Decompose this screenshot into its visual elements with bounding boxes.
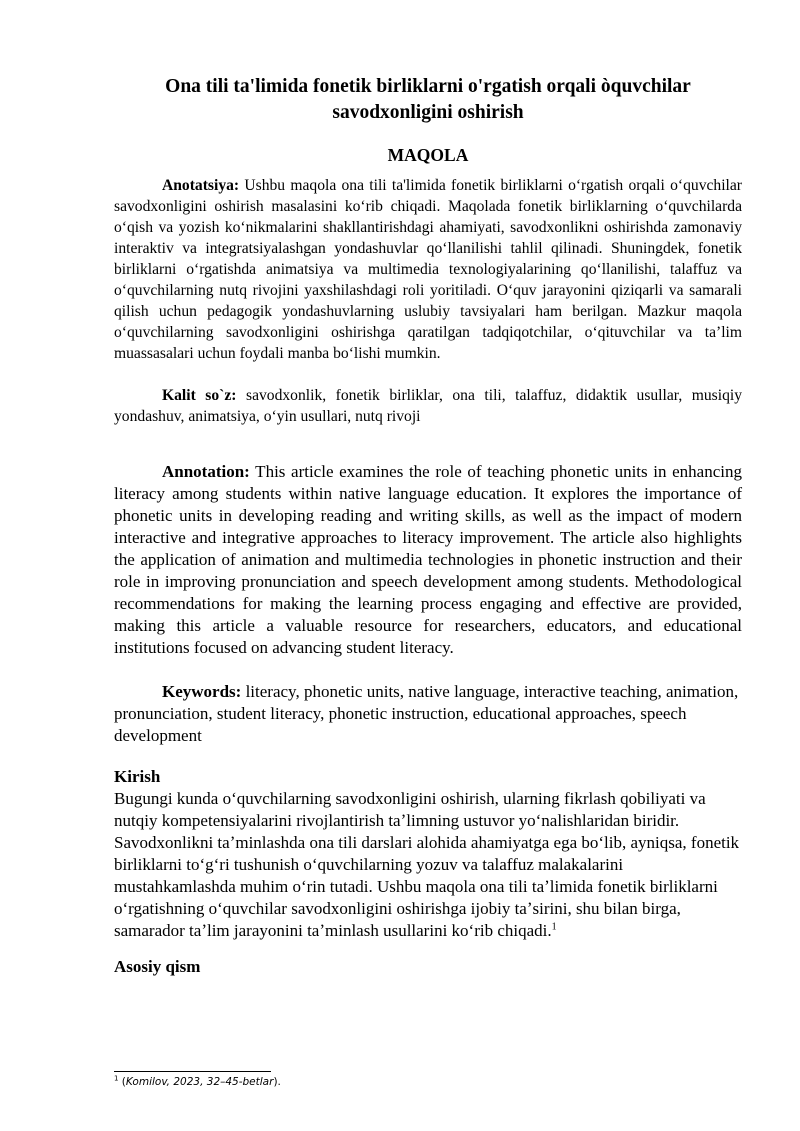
abstract-uzbek-label: Anotatsiya:	[162, 177, 240, 194]
article-title: Ona tili ta'limida fonetik birliklarni o'rgatish orqali òquvchilar savodxonligini oshirish	[165, 76, 691, 123]
keywords-english-label: Keywords:	[162, 682, 242, 701]
keywords-uzbek-label: Kalit so`z:	[162, 387, 237, 404]
abstract-uzbek	[114, 175, 742, 364]
footnote-text: (Komilov, 2023, 32–45-betlar).	[118, 1076, 281, 1088]
abstract-english-label: Annotation:	[162, 462, 250, 481]
footnote-separator	[114, 1071, 271, 1072]
keywords-english	[114, 681, 742, 747]
article	[114, 74, 742, 978]
introduction-paragraph	[114, 788, 742, 942]
section-heading-main: Asosiy qism	[114, 957, 201, 976]
keywords-uzbek-text: savodxonlik, fonetik birliklar, ona tili, talaffuz, didaktik usullar, musiqiy yondashuv, animatsiya, oʻyin usullari, nutq rivoji	[114, 387, 743, 425]
keywords-english-text: literacy, phonetic units, native language, interactive teaching, animation, pronunciation, student literacy, phonetic instruction, educational approaches, speech development	[114, 682, 739, 745]
section-heading-introduction: Kirish	[114, 767, 161, 786]
abstract-uzbek-text: Ushbu maqola ona tili ta'limida fonetik birliklarni oʻrgatish orqali oʻquvchilar savodxonligini oshirish masalasini koʻrib chiqadi. Maqolada fonetik birliklarning oʻquvchilarda oʻqish va yozish koʻnikmalarini shakllantirishdagi ahamiyati, savodxonlikni oshirishda zamonaviy interaktiv va integratsiyalashgan yondashuvlar qoʻllanilishi tahlil qilinadi. Shuningdek, fonetik birliklarni oʻrgatishda animatsiya va multimedia texnologiyalarining qoʻllanilishi, talaffuz va oʻquvchilarning nutq rivojini yaxshilashdagi roli yoritiladi. Oʻquv jarayonini qiziqarli va samarali qilish uchun pedagogik yondashuvlarning uslubiy tavsiyalari ham berilgan. Mazkur maqola oʻquvchilarning savodxonligini oshirishga qaratilgan tadqiqotchilar, oʻqituvchilar va taʼlim muassasalari uchun foydali manba boʻlishi mumkin.	[114, 177, 742, 362]
abstract-english-text: This article examines the role of teaching phonetic units in enhancing literacy among students within native language education. It explores the importance of phonetic units in developing reading and writing skills, as well as the impact of modern interactive and integrative approaches to literacy improvement. The article also highlights the application of animation and multimedia technologies in phonetic instruction and their role in improving pronunciation and speech development among students. Methodological recommendations for making the learning process engaging and effective are provided, making this article a valuable resource for researchers, educators, and educational institutions focused on advancing student literacy.	[114, 462, 742, 657]
footnote-reference[interactable]: 1	[551, 921, 557, 933]
keywords-uzbek	[114, 385, 742, 427]
footnote-mark: 1	[114, 1074, 119, 1083]
footnote	[114, 1075, 281, 1089]
article-type-label: MAQOLA	[387, 145, 469, 165]
abstract-english	[114, 461, 742, 659]
introduction-text: Bugungi kunda oʻquvchilarning savodxonligini oshirish, ularning fikrlash qobiliyati va nutqiy kompetensiyalarini rivojlantirish taʼlimning ustuvor yoʻnalishlaridan biridir. Savodxonlikni taʼminlashda ona tili darslari alohida ahamiyatga ega boʻlib, ayniqsa, fonetik birliklarni toʻgʻri tushunish oʻquvchilarning yozuv va talaffuz malakalarini mustahkamlashda muhim oʻrin tutadi. Ushbu maqola ona tili taʼlimida fonetik birliklarni oʻrgatishning oʻquvchilar savodxonligini oshirishga ijobiy taʼsirini, shu bilan birga, samarador taʼlim jarayonini taʼminlash usullarini koʻrib chiqadi.	[114, 789, 740, 940]
